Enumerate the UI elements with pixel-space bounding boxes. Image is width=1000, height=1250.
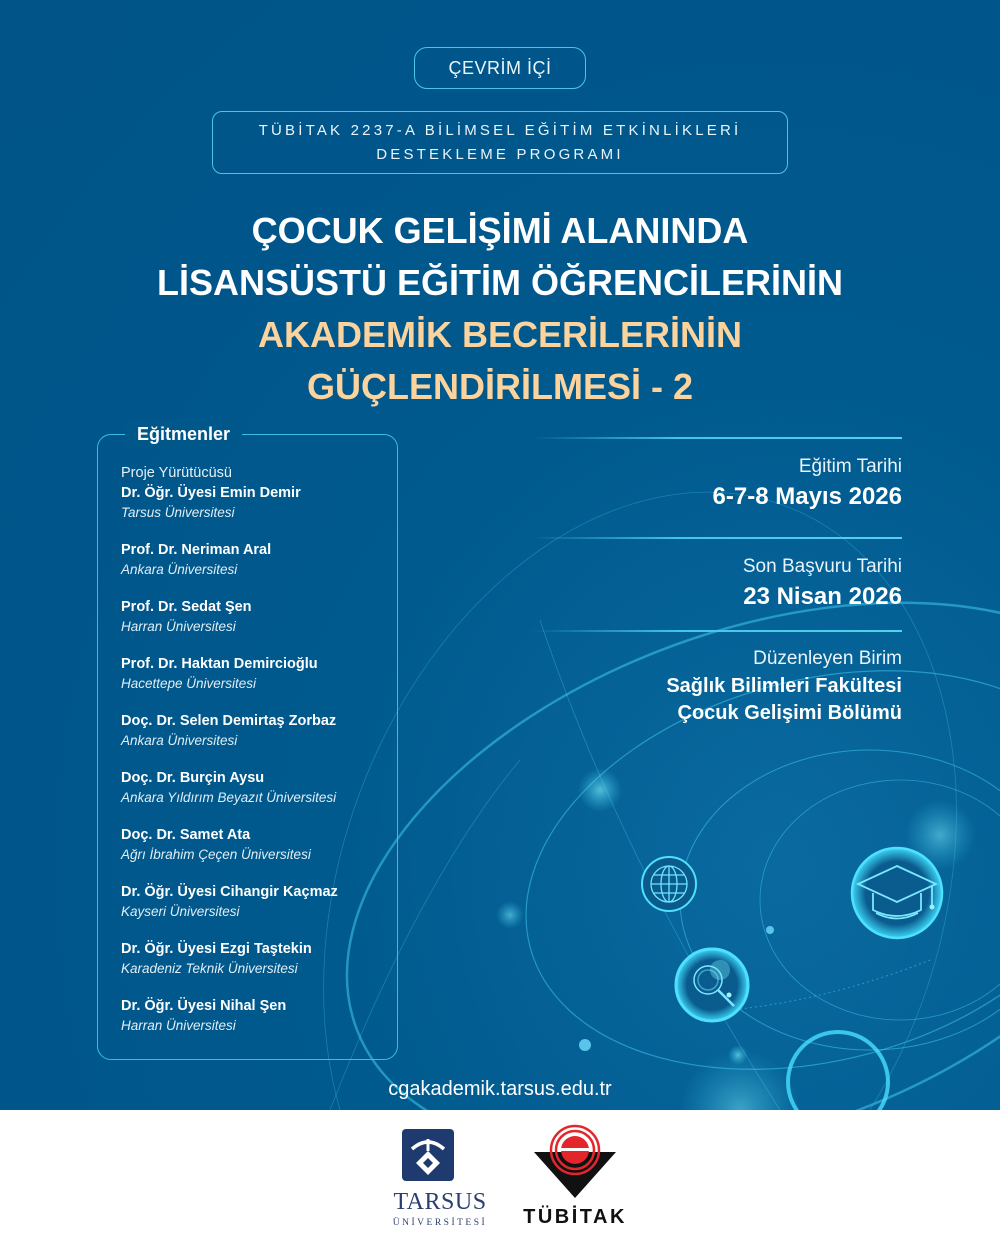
trainer-item: [121, 768, 396, 807]
trainer-item: [121, 996, 396, 1035]
trainer-university: Ağrı İbrahim Çeçen Üniversitesi: [121, 847, 311, 862]
training-date-label: Eğitim Tarihi: [798, 456, 902, 477]
trainer-name: Doç. Dr. Selen Demirtaş Zorbaz: [121, 713, 337, 729]
organizer-line-2: Çocuk Gelişimi Bölümü: [677, 702, 902, 724]
program-line-2: DESTEKLEME PROGRAMI: [376, 145, 624, 163]
trainer-university: Harran Üniversitesi: [121, 1018, 236, 1033]
divider: [532, 537, 902, 539]
trainer-item: [121, 597, 396, 636]
trainer-item: [121, 939, 396, 978]
trainer-name: Dr. Öğr. Üyesi Emin Demir: [121, 485, 301, 501]
deadline-block: [522, 553, 902, 613]
online-badge: ÇEVRİM İÇİ: [414, 47, 586, 89]
tubitak-emblem-icon: [520, 1122, 630, 1202]
website-link[interactable]: cgakademik.tarsus.edu.tr: [388, 1078, 612, 1100]
trainer-name: Doç. Dr. Burçin Aysu: [121, 770, 265, 786]
tarsus-name: TARSUS: [393, 1189, 487, 1215]
trainer-item: [121, 882, 396, 921]
trainer-item: [121, 711, 396, 750]
event-title: [0, 205, 1000, 413]
divider: [532, 630, 902, 632]
trainer-item: [121, 540, 396, 579]
tubitak-name: TÜBİTAK: [523, 1206, 627, 1228]
trainer-university: Karadeniz Teknik Üniversitesi: [121, 961, 298, 976]
program-box: [212, 111, 788, 174]
training-date-block: [522, 453, 902, 513]
tarsus-subtitle: ÜNİVERSİTESİ: [392, 1218, 488, 1228]
trainer-item: [121, 483, 396, 522]
footer: [0, 1110, 1000, 1250]
tarsus-emblem-icon: [402, 1129, 454, 1181]
trainer-name: Prof. Dr. Haktan Demircioğlu: [121, 656, 318, 672]
title-line-3: AKADEMİK BECERİLERİNİN: [257, 314, 742, 355]
globe-icon: [642, 857, 696, 911]
graduation-cap-icon: [852, 848, 942, 938]
organizer-line-1: Sağlık Bilimleri Fakültesi: [666, 675, 902, 697]
trainer-name: Prof. Dr. Sedat Şen: [121, 599, 252, 615]
trainer-list: [121, 464, 396, 1053]
trainer-university: Ankara Üniversitesi: [121, 562, 238, 577]
title-line-4: GÜÇLENDİRİLMESİ - 2: [306, 366, 693, 407]
organizer-block: [522, 645, 902, 727]
trainer-name: Dr. Öğr. Üyesi Nihal Şen: [121, 998, 287, 1014]
trainer-university: Ankara Yıldırım Beyazıt Üniversitesi: [121, 790, 337, 805]
trainer-item: [121, 654, 396, 693]
tarsus-university-logo: [392, 1129, 492, 1239]
magnifier-icon: [676, 949, 748, 1021]
trainers-heading: Eğitmenler: [125, 421, 242, 447]
trainer-name: Dr. Öğr. Üyesi Ezgi Taştekin: [121, 941, 312, 957]
trainer-university: Kayseri Üniversitesi: [121, 904, 240, 919]
trainer-name: Prof. Dr. Neriman Aral: [121, 542, 272, 558]
title-line-2: LİSANSÜSTÜ EĞİTİM ÖĞRENCİLERİNİN: [156, 262, 844, 303]
trainer-item: [121, 825, 396, 864]
trainer-university: Tarsus Üniversitesi: [121, 505, 235, 520]
training-date-value: 6-7-8 Mayıs 2026: [712, 483, 902, 510]
trainer-university: Harran Üniversitesi: [121, 619, 236, 634]
title-line-1: ÇOCUK GELİŞİMİ ALANINDA: [251, 210, 749, 251]
deadline-label: Son Başvuru Tarihi: [742, 556, 902, 577]
trainer-university: Hacettepe Üniversitesi: [121, 676, 257, 691]
tubitak-logo: [520, 1122, 630, 1237]
trainer-university: Ankara Üniversitesi: [121, 733, 238, 748]
organizer-label: Düzenleyen Birim: [753, 648, 902, 669]
divider: [532, 437, 902, 439]
trainer-name: Doç. Dr. Samet Ata: [121, 827, 251, 843]
deadline-value: 23 Nisan 2026: [743, 583, 902, 610]
program-line-1: TÜBİTAK 2237-A BİLİMSEL EĞİTİM ETKİNLİKLERİ: [258, 121, 742, 139]
lead-role-label: Proje Yürütücüsü: [121, 465, 232, 481]
trainer-name: Dr. Öğr. Üyesi Cihangir Kaçmaz: [121, 884, 338, 900]
